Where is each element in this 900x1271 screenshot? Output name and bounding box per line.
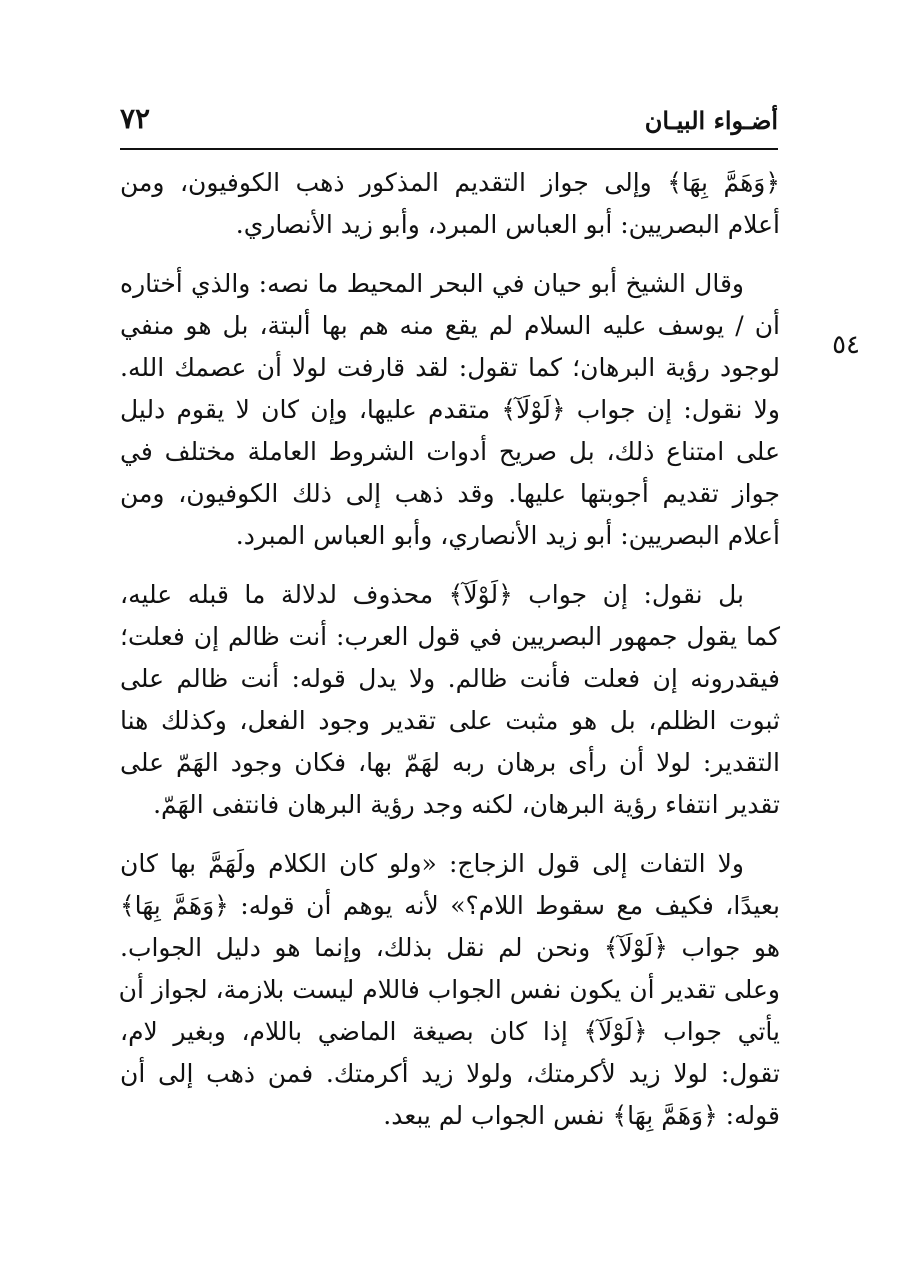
- paragraph: [120, 263, 780, 557]
- paragraph: [120, 843, 780, 1137]
- paragraph: [120, 574, 780, 826]
- text-line: ﴿وَهَمَّ بِهَا﴾ وإلى جواز التقديم المذكور ذهب الكوفيون، ومن: [120, 168, 780, 197]
- text-line: وقال الشيخ أبو حيان في البحر المحيط ما نصه: والذي أختاره: [120, 269, 744, 298]
- text-line: جواز تقديم أجوبتها عليها. وقد ذهب إلى ذلك الكوفيون، ومن: [120, 479, 780, 508]
- page-header: [120, 100, 778, 140]
- text-line: تقول: لولا زيد لأكرمتك، ولولا زيد أكرمتك. فمن ذهب إلى أن: [120, 1059, 780, 1088]
- text-line: أن / يوسف عليه السلام لم يقع منه هم بها ألبتة، بل هو منفي: [120, 311, 780, 340]
- text-line: على امتناع ذلك، بل صريح أدوات الشروط العاملة مختلف في: [120, 437, 780, 466]
- text-line: ثبوت الظلم، بل هو مثبت على تقدير وجود الفعل، وكذلك هنا: [120, 706, 780, 735]
- text-line: يأتي جواب ﴿لَوْلَآ﴾ إذا كان بصيغة الماضي باللام، وبغير لام،: [120, 1017, 780, 1046]
- margin-page-reference: ٥٤: [832, 330, 860, 360]
- text-line: تقدير انتفاء رؤية البرهان، لكنه وجد رؤية البرهان فانتفى الهَمّ.: [153, 790, 780, 819]
- main-text: [120, 162, 780, 1154]
- text-line: أعلام البصريين: أبو زيد الأنصاري، وأبو العباس المبرد.: [235, 521, 780, 550]
- text-line: قوله: ﴿وَهَمَّ بِهَا﴾ نفس الجواب لم يبعد.: [383, 1101, 780, 1130]
- paragraph: [120, 162, 780, 246]
- book-title: أضـواء البيـان: [644, 106, 778, 135]
- text-line: بعيدًا، فكيف مع سقوط اللام؟» لأنه يوهم أن قوله: ﴿وَهَمَّ بِهَا﴾: [120, 891, 780, 920]
- text-line: بل نقول: إن جواب ﴿لَوْلَآ﴾ محذوف لدلالة ما قبله عليه،: [120, 580, 744, 609]
- text-line: فيقدرونه إن فعلت فأنت ظالم. ولا يدل قوله: أنت ظالم على: [120, 664, 780, 693]
- text-line: ولا نقول: إن جواب ﴿لَوْلَآ﴾ متقدم عليها، وإن كان لا يقوم دليل: [120, 395, 780, 424]
- text-line: هو جواب ﴿لَوْلَآ﴾ ونحن لم نقل بذلك، وإنما هو دليل الجواب.: [120, 933, 780, 962]
- text-line: كما يقول جمهور البصريين في قول العرب: أنت ظالم إن فعلت؛: [120, 622, 780, 651]
- text-line: لوجود رؤية البرهان؛ كما تقول: لقد قارفت لولا أن عصمك الله.: [120, 353, 780, 382]
- text-line: التقدير: لولا أن رأى برهان ربه لهَمّ بها، فكان وجود الهَمّ على: [120, 748, 780, 777]
- page-number: ٧٢: [120, 102, 151, 135]
- text-line: وعلى تقدير أن يكون نفس الجواب فاللام ليست بلازمة، لجواز أن: [118, 975, 780, 1004]
- text-line: أعلام البصريين: أبو العباس المبرد، وأبو زيد الأنصاري.: [235, 210, 780, 239]
- text-line: ولا التفات إلى قول الزجاج: «ولو كان الكلام ولَهَمَّ بها كان: [120, 849, 744, 878]
- header-divider: [120, 148, 778, 150]
